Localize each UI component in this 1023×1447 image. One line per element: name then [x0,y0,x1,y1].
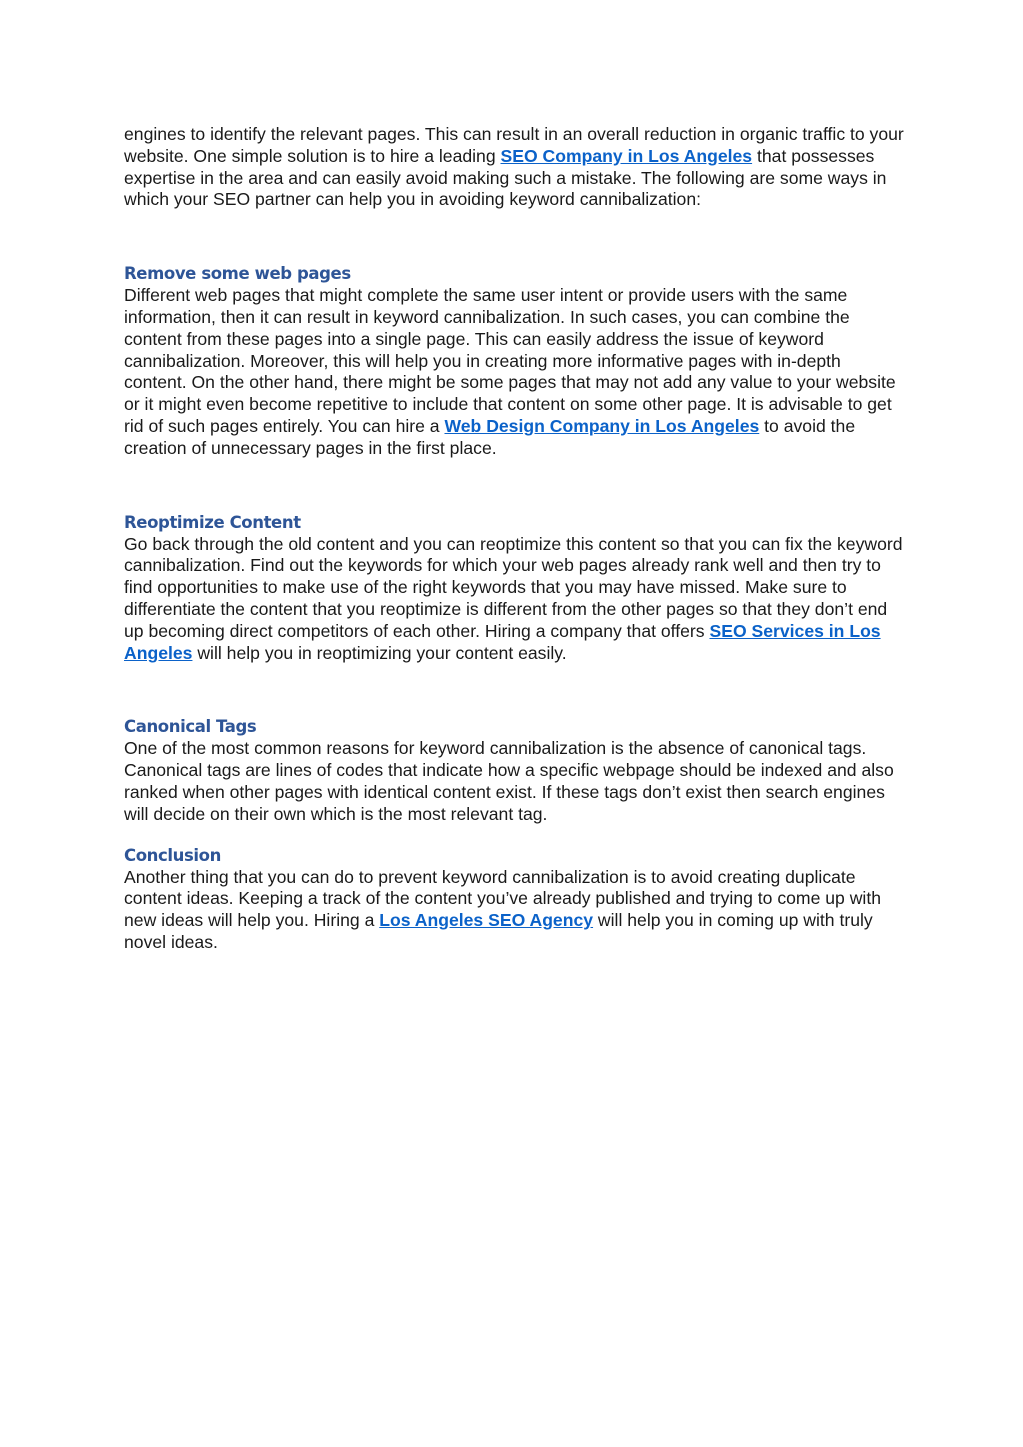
section-text: will help you in coming up with truly novel ideas. [124,910,873,952]
seo-company-link[interactable]: SEO Company in Los Angeles [500,145,753,166]
seo-services-link[interactable]: SEO Services in Los Angeles [124,620,881,663]
section-text: to avoid the creation of unnecessary pages in the first place. [124,415,856,458]
section-text: will help you in reoptimizing your content easily. [192,642,567,663]
section-paragraph-canonical-tags [124,738,904,825]
intro-text-1: engines to identify the relevant pages. This can result in an overall reduction in organic traffic to your website. One simple solution is to hire a leading [124,124,904,166]
section-text: Another thing that you can do to prevent keyword cannibalization is to avoid creating duplicate content ideas. Keeping a track of the content you’ve already published and trying to come up with new ideas will help you. Hiring a [124,866,882,931]
section-heading-remove-pages: Remove some web pages [124,264,351,284]
section-heading-canonical-tags: Canonical Tags [124,717,257,737]
web-design-company-link[interactable]: Web Design Company in Los Angeles [444,415,760,436]
section-text: One of the most common reasons for keyword cannibalization is the absence of canonical tags. Canonical tags are lines of codes that indicate how a specific webpage should be indexed and also ranked when other pages with identical content exist. If these tags don’t exist then search engines will decide on their own which is the most relevant tag. [124,738,894,824]
document-body [124,124,904,954]
section-heading-conclusion: Conclusion [124,845,221,865]
seo-agency-link[interactable]: Los Angeles SEO Agency [379,910,594,931]
intro-text-2: that possesses expertise in the area and can easily avoid making such a mistake. The following are some ways in which your SEO partner can help you in avoiding keyword cannibalization: [124,145,887,210]
section-text: Different web pages that might complete the same user intent or provide users with the same information, then it can result in keyword cannibalization. In such cases, you can combine the content from these pages into a single page. This can easily address the issue of keyword cannibalization. Moreover, this will help you in creating more informative pages with in-depth content. On the other hand, there might be some pages that may not add any value to your website or it might even become repetitive to include that content on some other page. It is advisable to get rid of such pages entirely. You can hire a [124,285,896,436]
section-heading-reoptimize: Reoptimize Content [124,512,301,532]
section-paragraph-conclusion [124,867,904,954]
section-text: Go back through the old content and you can reoptimize this content so that you can fix the keyword cannibalization. Find out the keywords for which your web pages already rank well and then try to find opportunities to make use of the right keywords that you may have missed. Make sure to differentiate the content that you reoptimize is different from the other pages so that they don’t end up becoming direct competitors of each other. Hiring a company that offers [124,533,903,641]
section-paragraph-remove-pages [124,285,904,459]
section-paragraph-reoptimize [124,534,904,665]
intro-paragraph [124,124,904,211]
